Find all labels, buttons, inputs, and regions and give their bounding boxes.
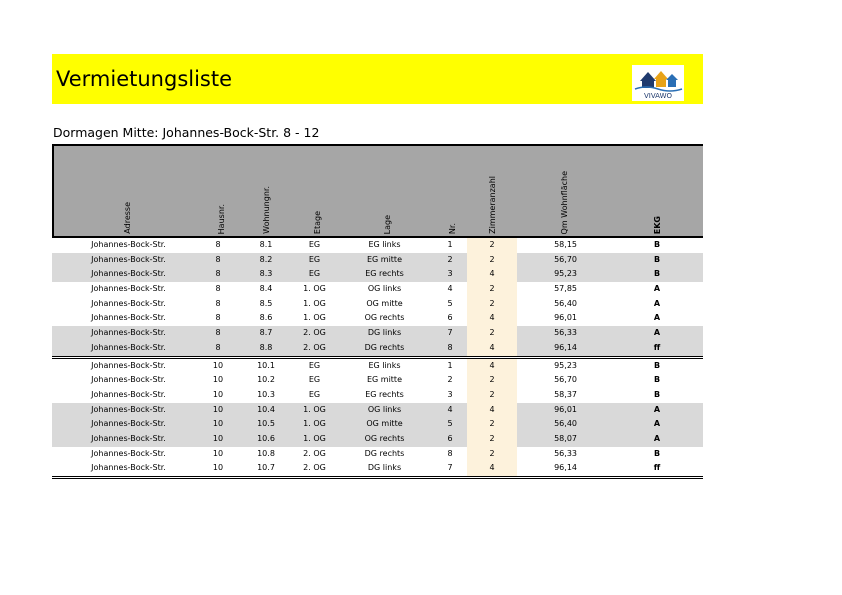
cell-ekg: A bbox=[653, 298, 661, 308]
cell-etage: EG bbox=[308, 360, 321, 370]
cell-adresse: Johannes-Bock-Str. bbox=[91, 375, 166, 385]
cell-ekg: B bbox=[653, 269, 661, 279]
header-nr: Nr. bbox=[448, 222, 457, 234]
cell-lage: DG links bbox=[367, 463, 402, 473]
cell-lage: EG mitte bbox=[366, 254, 402, 264]
cell-adresse: Johannes-Bock-Str. bbox=[91, 240, 166, 249]
cell-lage: OG rechts bbox=[364, 313, 405, 323]
header-lage: Lage bbox=[383, 214, 392, 234]
cell-wohnungnr: 10.1 bbox=[257, 360, 275, 370]
cell-adresse: Johannes-Bock-Str. bbox=[91, 254, 166, 264]
cell-wohnungnr: 8.6 bbox=[259, 313, 273, 323]
cell-ekg: A bbox=[653, 328, 661, 338]
cell-hausnr: 10 bbox=[212, 433, 224, 443]
cell-wohnungnr: 8.1 bbox=[259, 240, 273, 249]
cell-etage: EG bbox=[308, 254, 321, 264]
table-row bbox=[52, 359, 703, 374]
table-row bbox=[52, 403, 703, 418]
cell-ekg: A bbox=[653, 404, 661, 414]
cell-hausnr: 8 bbox=[215, 313, 221, 323]
header-qm-wohnflaeche: Qm Wohnfläche bbox=[560, 170, 569, 234]
cell-wohnungnr: 10.6 bbox=[257, 433, 275, 443]
table-row bbox=[52, 238, 703, 253]
cell-hausnr: 8 bbox=[215, 284, 221, 294]
cell-ekg: ff bbox=[653, 342, 661, 352]
cell-qm: 95,23 bbox=[554, 360, 577, 370]
header-adresse: Adresse bbox=[123, 202, 132, 234]
cell-hausnr: 8 bbox=[215, 328, 221, 338]
cell-zimmeranzahl: 2 bbox=[467, 373, 517, 388]
cell-wohnungnr: 10.2 bbox=[257, 375, 275, 385]
cell-lage: OG mitte bbox=[366, 419, 403, 429]
cell-qm: 57,85 bbox=[554, 284, 577, 294]
cell-nr: 4 bbox=[447, 404, 453, 414]
cell-nr: 7 bbox=[447, 463, 453, 473]
cell-wohnungnr: 8.5 bbox=[259, 298, 273, 308]
title-banner bbox=[52, 54, 703, 104]
cell-nr: 7 bbox=[447, 328, 453, 338]
header-zimmeranzahl: Zimmeranzahl bbox=[488, 176, 497, 234]
header-hausnr: Hausnr. bbox=[217, 203, 226, 234]
cell-adresse: Johannes-Bock-Str. bbox=[91, 419, 166, 429]
cell-ekg: A bbox=[653, 313, 661, 323]
cell-hausnr: 8 bbox=[215, 254, 221, 264]
table-row bbox=[52, 282, 703, 297]
cell-qm: 56,40 bbox=[554, 419, 577, 429]
cell-nr: 6 bbox=[447, 433, 453, 443]
cell-adresse: Johannes-Bock-Str. bbox=[91, 433, 166, 443]
cell-adresse: Johannes-Bock-Str. bbox=[91, 269, 166, 279]
cell-zimmeranzahl: 4 bbox=[467, 359, 517, 374]
cell-zimmeranzahl: 4 bbox=[467, 311, 517, 326]
cell-adresse: Johannes-Bock-Str. bbox=[91, 360, 166, 370]
table-bottom-border bbox=[52, 476, 703, 479]
cell-qm: 96,01 bbox=[554, 313, 577, 323]
rental-table bbox=[52, 144, 703, 479]
table-row bbox=[52, 253, 703, 268]
cell-lage: DG rechts bbox=[364, 342, 405, 352]
cell-nr: 3 bbox=[447, 269, 453, 279]
cell-etage: 2. OG bbox=[303, 448, 326, 458]
cell-lage: DG links bbox=[367, 328, 402, 338]
cell-etage: 2. OG bbox=[303, 463, 326, 473]
cell-ekg: B bbox=[653, 375, 661, 385]
page-title: Vermietungsliste bbox=[56, 67, 233, 91]
cell-qm: 95,23 bbox=[554, 269, 577, 279]
cell-wohnungnr: 8.2 bbox=[259, 254, 273, 264]
cell-qm: 96,01 bbox=[554, 404, 577, 414]
table-row bbox=[52, 311, 703, 326]
house-8-group bbox=[52, 238, 703, 356]
cell-etage: 1. OG bbox=[303, 419, 326, 429]
cell-lage: EG mitte bbox=[366, 375, 402, 385]
header-etage: Etage bbox=[313, 210, 322, 234]
cell-hausnr: 10 bbox=[212, 404, 224, 414]
table-header bbox=[52, 144, 703, 238]
cell-hausnr: 10 bbox=[212, 375, 224, 385]
cell-nr: 1 bbox=[447, 360, 453, 370]
cell-lage: EG links bbox=[368, 240, 401, 249]
house-10-group bbox=[52, 359, 703, 477]
cell-nr: 8 bbox=[447, 448, 453, 458]
cell-ekg: B bbox=[653, 254, 661, 264]
cell-zimmeranzahl: 2 bbox=[467, 326, 517, 341]
cell-adresse: Johannes-Bock-Str. bbox=[91, 389, 166, 399]
cell-zimmeranzahl: 2 bbox=[467, 417, 517, 432]
cell-hausnr: 10 bbox=[212, 419, 224, 429]
cell-zimmeranzahl: 4 bbox=[467, 267, 517, 282]
cell-zimmeranzahl: 2 bbox=[467, 297, 517, 312]
table-row bbox=[52, 326, 703, 341]
cell-lage: OG links bbox=[367, 404, 402, 414]
cell-nr: 8 bbox=[447, 342, 453, 352]
cell-wohnungnr: 8.4 bbox=[259, 284, 273, 294]
subtitle: Dormagen Mitte: Johannes-Bock-Str. 8 - 12 bbox=[53, 125, 320, 140]
table-row bbox=[52, 388, 703, 403]
cell-zimmeranzahl: 4 bbox=[467, 403, 517, 418]
cell-zimmeranzahl: 2 bbox=[467, 388, 517, 403]
table-row bbox=[52, 341, 703, 356]
cell-ekg: A bbox=[653, 284, 661, 294]
table-row bbox=[52, 267, 703, 282]
cell-qm: 58,15 bbox=[554, 240, 577, 249]
cell-lage: EG rechts bbox=[365, 389, 404, 399]
cell-adresse: Johannes-Bock-Str. bbox=[91, 463, 166, 473]
cell-lage: EG links bbox=[368, 360, 401, 370]
cell-nr: 2 bbox=[447, 375, 453, 385]
cell-etage: 1. OG bbox=[303, 284, 326, 294]
table-row bbox=[52, 432, 703, 447]
cell-lage: DG rechts bbox=[364, 448, 405, 458]
cell-hausnr: 8 bbox=[215, 240, 221, 249]
cell-etage: 2. OG bbox=[303, 328, 326, 338]
cell-ekg: A bbox=[653, 433, 661, 443]
cell-lage: OG rechts bbox=[364, 433, 405, 443]
cell-qm: 56,70 bbox=[554, 254, 577, 264]
cell-hausnr: 8 bbox=[215, 298, 221, 308]
cell-etage: EG bbox=[308, 375, 321, 385]
cell-zimmeranzahl: 2 bbox=[467, 282, 517, 297]
cell-ekg: B bbox=[653, 360, 661, 370]
cell-qm: 58,07 bbox=[554, 433, 577, 443]
cell-etage: 1. OG bbox=[303, 298, 326, 308]
cell-ekg: B bbox=[653, 448, 661, 458]
cell-wohnungnr: 10.5 bbox=[257, 419, 275, 429]
cell-zimmeranzahl: 4 bbox=[467, 341, 517, 356]
table-row bbox=[52, 373, 703, 388]
cell-lage: EG rechts bbox=[365, 269, 404, 279]
cell-etage: 1. OG bbox=[303, 433, 326, 443]
table-row bbox=[52, 461, 703, 476]
cell-hausnr: 10 bbox=[212, 360, 224, 370]
cell-lage: OG links bbox=[367, 284, 402, 294]
cell-zimmeranzahl: 2 bbox=[467, 432, 517, 447]
cell-wohnungnr: 10.7 bbox=[257, 463, 275, 473]
cell-nr: 5 bbox=[447, 298, 453, 308]
table-row bbox=[52, 297, 703, 312]
cell-hausnr: 10 bbox=[212, 448, 224, 458]
cell-zimmeranzahl: 2 bbox=[467, 447, 517, 462]
cell-qm: 96,14 bbox=[554, 463, 577, 473]
cell-adresse: Johannes-Bock-Str. bbox=[91, 284, 166, 294]
cell-etage: EG bbox=[308, 240, 321, 249]
cell-nr: 6 bbox=[447, 313, 453, 323]
cell-ekg: A bbox=[653, 419, 661, 429]
table-row bbox=[52, 417, 703, 432]
cell-etage: 1. OG bbox=[303, 313, 326, 323]
cell-ekg: B bbox=[653, 240, 661, 249]
cell-qm: 96,14 bbox=[554, 342, 577, 352]
cell-adresse: Johannes-Bock-Str. bbox=[91, 404, 166, 414]
cell-etage: EG bbox=[308, 389, 321, 399]
cell-qm: 58,37 bbox=[554, 389, 577, 399]
cell-wohnungnr: 8.7 bbox=[259, 328, 273, 338]
table-row bbox=[52, 447, 703, 462]
cell-etage: 2. OG bbox=[303, 342, 326, 352]
cell-ekg: B bbox=[653, 389, 661, 399]
cell-zimmeranzahl: 2 bbox=[467, 253, 517, 268]
header-wohnungnr: Wohnungnr. bbox=[262, 186, 271, 234]
cell-adresse: Johannes-Bock-Str. bbox=[91, 448, 166, 458]
cell-etage: EG bbox=[308, 269, 321, 279]
cell-zimmeranzahl: 2 bbox=[467, 238, 517, 253]
cell-nr: 4 bbox=[447, 284, 453, 294]
cell-etage: 1. OG bbox=[303, 404, 326, 414]
cell-adresse: Johannes-Bock-Str. bbox=[91, 328, 166, 338]
cell-adresse: Johannes-Bock-Str. bbox=[91, 342, 166, 352]
cell-wohnungnr: 8.8 bbox=[259, 342, 273, 352]
cell-nr: 1 bbox=[447, 240, 453, 249]
cell-hausnr: 8 bbox=[215, 342, 221, 352]
logo-lettering: VIVAWO bbox=[643, 92, 673, 100]
cell-adresse: Johannes-Bock-Str. bbox=[91, 298, 166, 308]
cell-qm: 56,33 bbox=[554, 448, 577, 458]
cell-qm: 56,70 bbox=[554, 375, 577, 385]
cell-ekg: ff bbox=[653, 463, 661, 473]
cell-adresse: Johannes-Bock-Str. bbox=[91, 313, 166, 323]
cell-wohnungnr: 10.8 bbox=[257, 448, 275, 458]
cell-nr: 5 bbox=[447, 419, 453, 429]
cell-zimmeranzahl: 4 bbox=[467, 461, 517, 476]
cell-nr: 2 bbox=[447, 254, 453, 264]
cell-nr: 3 bbox=[447, 389, 453, 399]
cell-wohnungnr: 10.3 bbox=[257, 389, 275, 399]
cell-qm: 56,40 bbox=[554, 298, 577, 308]
cell-wohnungnr: 10.4 bbox=[257, 404, 275, 414]
header-ekg: EKG bbox=[653, 215, 662, 234]
cell-hausnr: 10 bbox=[212, 463, 224, 473]
cell-lage: OG mitte bbox=[366, 298, 403, 308]
cell-qm: 56,33 bbox=[554, 328, 577, 338]
company-logo bbox=[632, 65, 684, 101]
cell-hausnr: 10 bbox=[212, 389, 224, 399]
cell-hausnr: 8 bbox=[215, 269, 221, 279]
cell-wohnungnr: 8.3 bbox=[259, 269, 273, 279]
